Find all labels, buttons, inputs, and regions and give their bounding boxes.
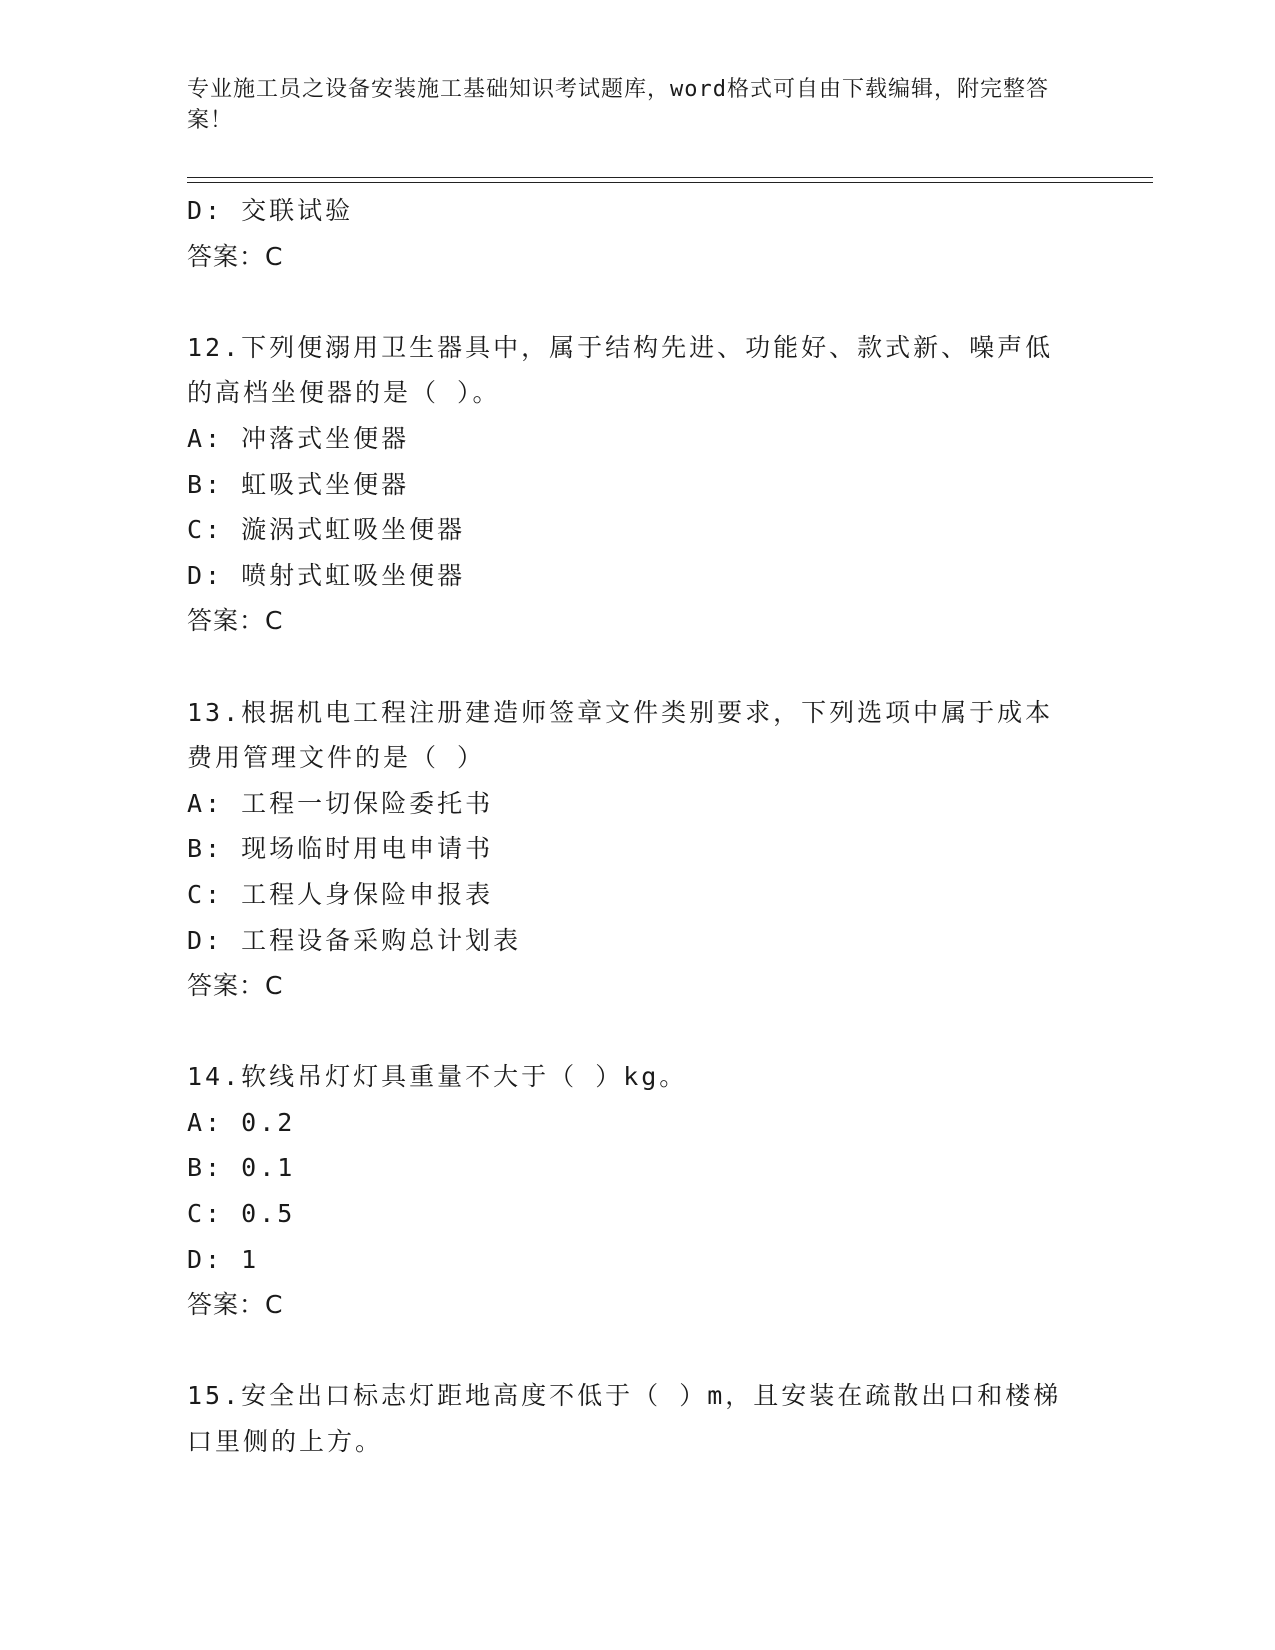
spacer bbox=[187, 1328, 1067, 1374]
spacer bbox=[187, 1009, 1067, 1055]
q15-stem-cont: 口里侧的上方。 bbox=[187, 1427, 384, 1457]
q14-option-d: D: 1 bbox=[187, 1244, 260, 1274]
prev-option-d: D: 交联试验 bbox=[187, 196, 354, 225]
spacer bbox=[187, 644, 1067, 690]
q12-stem-cont: 的高档坐便器的是（ ）。 bbox=[187, 378, 501, 408]
q12-option-b: B: 虹吸式坐便器 bbox=[187, 469, 410, 499]
q13-stem-cont: 费用管理文件的是（ ） bbox=[187, 743, 486, 773]
q14-answer: 答案：C bbox=[187, 1290, 284, 1320]
q15-stem: 15.安全出口标志灯距地高度不低于（ ）m，且安装在疏散出口和楼梯 bbox=[187, 1381, 1062, 1411]
q12-answer: 答案：C bbox=[187, 606, 284, 636]
prev-answer: 答案：C bbox=[187, 241, 284, 271]
header-divider-top bbox=[187, 177, 1153, 178]
q12-option-d: D: 喷射式虹吸坐便器 bbox=[187, 560, 466, 590]
spacer bbox=[187, 279, 1067, 325]
q14-option-b: B: 0.1 bbox=[187, 1153, 296, 1183]
document-header: 专业施工员之设备安装施工基础知识考试题库，word格式可自由下载编辑，附完整答案！ bbox=[187, 77, 1049, 133]
q13-option-a: A: 工程一切保险委托书 bbox=[187, 788, 494, 818]
q14-option-c: C: 0.5 bbox=[187, 1199, 296, 1229]
document-body bbox=[187, 188, 1067, 1465]
q13-option-b: B: 现场临时用电申请书 bbox=[187, 834, 494, 864]
q12-option-c: C: 漩涡式虹吸坐便器 bbox=[187, 515, 466, 545]
q14-stem: 14.软线吊灯灯具重量不大于（ ）kg。 bbox=[187, 1062, 688, 1092]
q12-stem: 12.下列便溺用卫生器具中，属于结构先进、功能好、款式新、噪声低 bbox=[187, 332, 1054, 362]
q13-option-d: D: 工程设备采购总计划表 bbox=[187, 925, 522, 955]
q14-option-a: A: 0.2 bbox=[187, 1107, 296, 1137]
q12-option-a: A: 冲落式坐便器 bbox=[187, 423, 410, 453]
header-divider-bottom bbox=[187, 182, 1153, 183]
q13-answer: 答案：C bbox=[187, 971, 284, 1001]
q13-option-c: C: 工程人身保险申报表 bbox=[187, 879, 494, 909]
q13-stem: 13.根据机电工程注册建造师签章文件类别要求，下列选项中属于成本 bbox=[187, 697, 1054, 727]
